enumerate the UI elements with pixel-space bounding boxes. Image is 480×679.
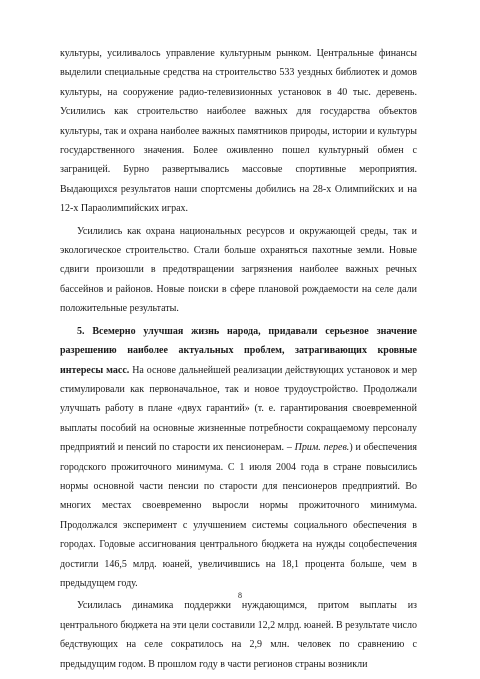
page-body bbox=[60, 44, 417, 674]
page-number: 8 bbox=[238, 591, 242, 600]
paragraph-poverty-support: Усилилась динамика поддержки нуждающимся, притом выплаты из центрального бюджета на эти цели составили 12,2 млрд. юаней. В результате число бедствующих на селе сократилось на 2,9 млн. человек по сравнению с предыдущим годом. В прошлом году в части регионов страны возникли bbox=[60, 600, 417, 670]
paragraph-people-welfare bbox=[60, 322, 417, 594]
paragraph-culture: культуры, усиливалось управление культурным рынком. Центральные финансы выделили специальные средства на строительство 533 уездных библиотек и домов культуры, на сооружение радио-телевизионных установок в 40 тыс. деревень. Усилились как строительство наиболее важных для государства объектов культуры, так и охрана наиболее важных памятников природы, истории и культуры государственного значения. Более оживленно пошел культурный обмен с заграницей. Бурно развертывались массовые спортивные мероприятия. Выдающихся результатов наши спортсмены добились на 28-х Олимпийских и на 12-х Параолимпийских играх. bbox=[60, 48, 417, 215]
paragraph-text-part-b: ) и обеспечения городского прожиточного минимума. С 1 июля 2004 года в стране повысились нормы основной части пенсии по старости для пенсионеров предприятий. Во многих местах своевременно выросли нормы прожиточного минимума. Продолжался эксперимент с улучшением системы социального обеспечения в городах. Годовые ассигнования центрального бюджета на нужды соцобеспечения достигли 146,5 млрд. юаней, увеличившись на 18,1 процента больше, чем в предыдущем году. bbox=[60, 442, 417, 589]
paragraph-text-part-a: На основе дальнейшей реализации действующих установок и мер стимулировали как первоначальное, так и новое трудоустройство. Продолжали улучшать работу в плане «двух гарантий» (т. е. гарантирования своевременной выплаты пособий на основные жизненные потребности сокращаемому персоналу предприятий и пенсий по старости их пенсионерам. – bbox=[60, 364, 417, 454]
paragraph-environment: Усилились как охрана национальных ресурсов и окружающей среды, так и экологическое строительство. Стали больше охраняться пахотные земли. Новые сдвиги произошли в предотвращении загрязнения наиболее важных речных бассейнов и районов. Новые поиски в сфере плановой рождаемости на селе дали положительные результаты. bbox=[60, 225, 417, 315]
translator-note: Прим. перев. bbox=[294, 442, 350, 454]
section-heading-5: 5. Всемерно улучшая жизнь народа, придавали серьезное значение разрешению наиболее актуальных проблем, затрагивающих кровные интересы масс. bbox=[60, 325, 417, 376]
